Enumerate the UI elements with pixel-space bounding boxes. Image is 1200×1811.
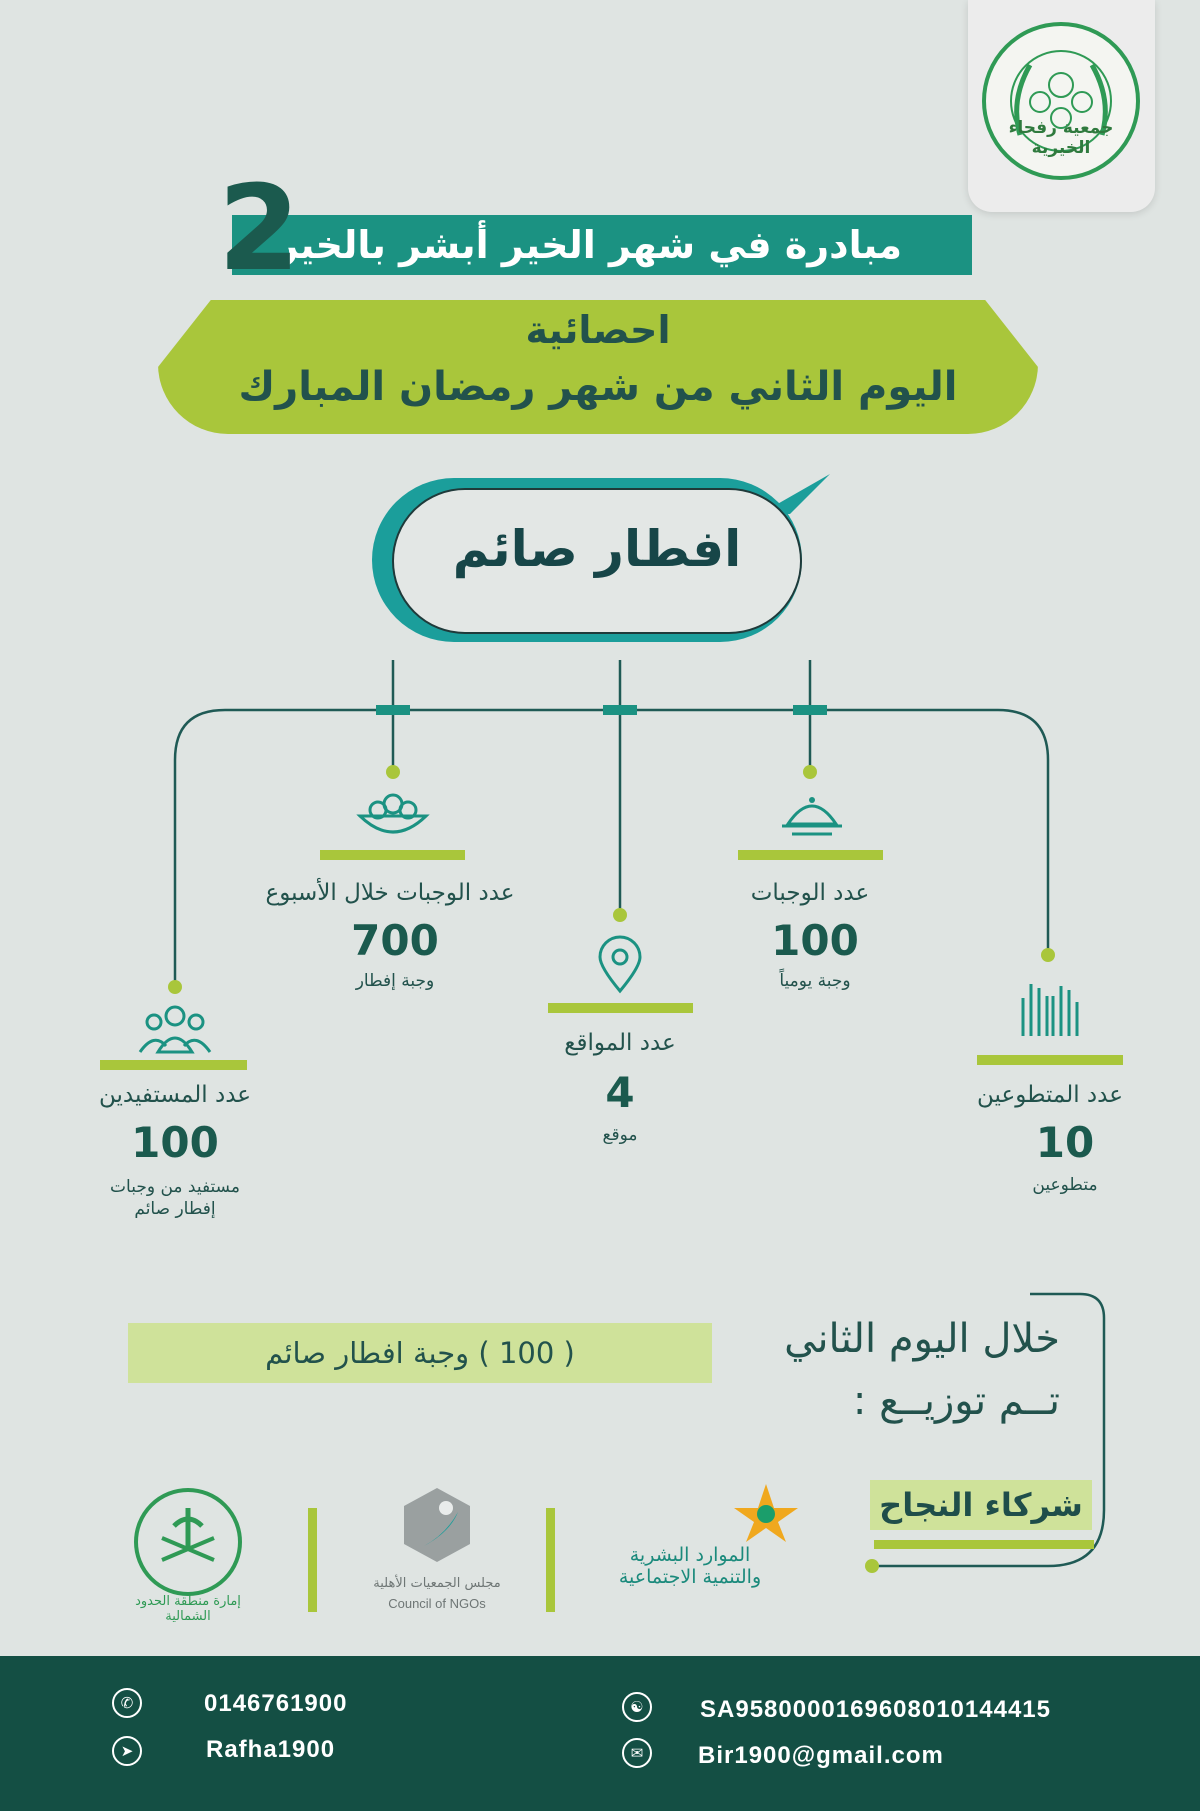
distribution-frame-line [860, 1290, 1110, 1580]
locations-value: 4 [605, 1068, 635, 1117]
footer-phone[interactable]: 0146761900 [204, 1690, 348, 1717]
volunteers-label: عدد المتطوعين [977, 1082, 1123, 1108]
contact-footer [0, 1656, 1200, 1811]
meals-value: 100 [771, 916, 859, 965]
footer-twitter[interactable]: Rafha1900 [206, 1736, 336, 1763]
stat-underline [320, 850, 465, 860]
connector-dot [1041, 948, 1055, 962]
locations-label: عدد المواقع [564, 1030, 676, 1056]
group-people-icon [138, 1002, 212, 1056]
ngo-council-logo-icon [400, 1486, 474, 1564]
beneficiaries-unit: مستفيد من وجبات إفطار صائم [110, 1177, 240, 1219]
charity-logo-text: جمعية رفحاء الخيرية [1008, 118, 1114, 158]
stat-underline [548, 1003, 693, 1013]
phone-icon: ✆ [112, 1688, 142, 1718]
distribution-detail-text: ( 100 ) وجبة افطار صائم [265, 1336, 575, 1370]
hr-ministry-name-2: والتنمية الاجتماعية [618, 1566, 762, 1588]
email-icon: ✉ [622, 1738, 652, 1768]
stat-underline [100, 1060, 247, 1070]
connector-dot [168, 980, 182, 994]
partners-underline [874, 1540, 1094, 1549]
emirate-emblem-icon [118, 1482, 258, 1612]
raised-hands-icon [1013, 976, 1083, 1040]
partners-divider [308, 1508, 317, 1612]
connector-dot [613, 908, 627, 922]
hr-ministry-name: الموارد البشرية [629, 1544, 751, 1566]
weekly-meals-unit: وجبة إفطار [355, 971, 435, 991]
beneficiaries-label: عدد المستفيدين [98, 1082, 252, 1108]
ngo-council-name-ar: مجلس الجمعيات الأهلية [373, 1576, 501, 1591]
initiative-title [232, 215, 972, 275]
bank-icon: ☯ [622, 1692, 652, 1722]
partners-label [870, 1480, 1092, 1530]
locations-unit: موقع [602, 1125, 638, 1145]
twitter-icon: ➤ [112, 1736, 142, 1766]
hr-ministry-logo-icon [728, 1482, 804, 1544]
initiative-number: 2 [218, 159, 301, 297]
partners-divider [546, 1508, 555, 1612]
food-bowl-icon [356, 788, 430, 844]
distribution-heading-1: خلال اليوم الثاني [784, 1316, 1060, 1362]
partners-label-text: شركاء النجاح [879, 1486, 1083, 1524]
location-pin-icon [596, 935, 644, 995]
connector-dot [386, 765, 400, 779]
meals-label: عدد الوجبات [750, 880, 870, 906]
program-name: افطار صائم [452, 520, 742, 578]
weekly-meals-label: عدد الوجبات خلال الأسبوع [265, 880, 515, 906]
footer-email[interactable]: Bir1900@gmail.com [698, 1742, 944, 1769]
meals-unit: وجبة يومياً [779, 971, 851, 991]
volunteers-value: 10 [1035, 1118, 1095, 1167]
stat-underline [977, 1055, 1123, 1065]
connector-dot [803, 765, 817, 779]
volunteers-unit: متطوعين [1032, 1175, 1098, 1195]
distribution-heading-2: تــم توزيــع : [852, 1378, 1060, 1424]
stat-underline [738, 850, 883, 860]
initiative-title-text: مبادرة في شهر الخير أبشر بالخير [276, 223, 902, 267]
statistics-day: اليوم الثاني من شهر رمضان المبارك [238, 364, 958, 410]
emirate-name: إمارة منطقة الحدود الشمالية [135, 1594, 241, 1624]
ngo-council-name-en: Council of NGOs [388, 1596, 486, 1611]
weekly-meals-value: 700 [351, 916, 439, 965]
statistics-heading: احصائية [525, 308, 671, 352]
beneficiaries-value: 100 [131, 1118, 219, 1167]
footer-iban: SA9580000169608010144415 [700, 1696, 1051, 1723]
serving-dish-icon [778, 788, 846, 844]
distribution-detail [128, 1323, 712, 1383]
